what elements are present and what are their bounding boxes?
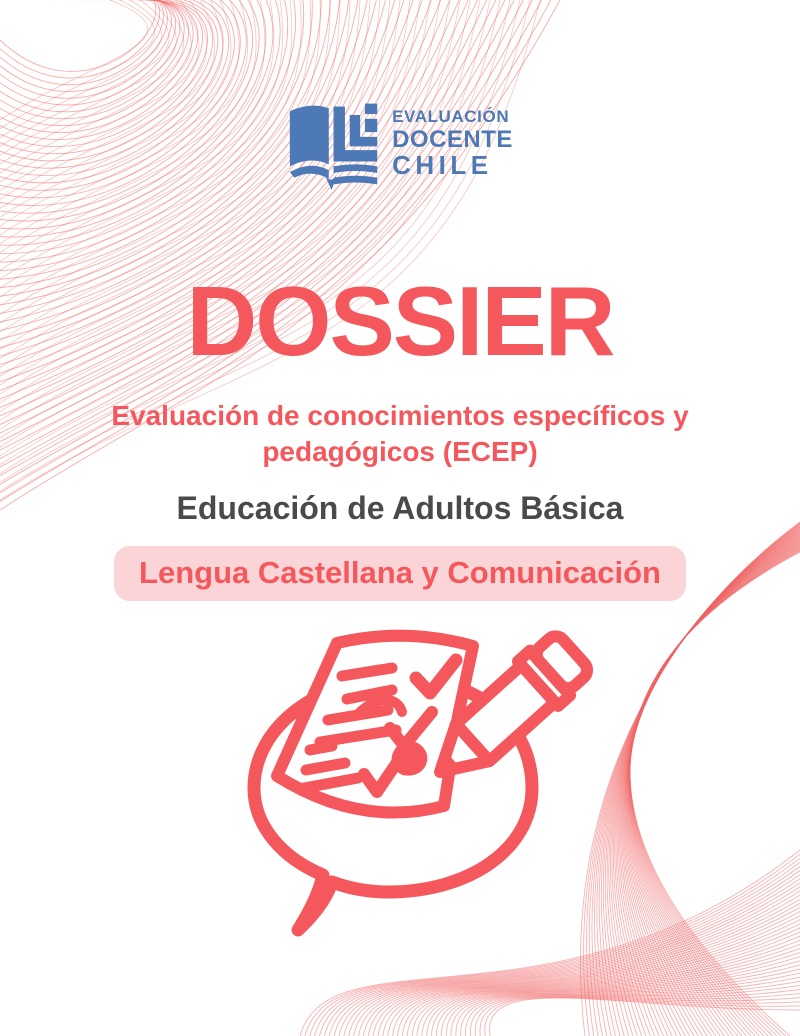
logo-text-evaluacion: EVALUACIÓN [392, 106, 510, 126]
subtitle-ecep [0, 398, 800, 470]
subject-pill-row [0, 546, 800, 601]
education-level-title: Educación de Adultos Básica [176, 490, 624, 526]
logo-text-chile: CHILE [392, 149, 493, 180]
checklist-speech-bubble-illustration [240, 616, 600, 960]
logo-text-docente: DOCENTE [392, 125, 513, 153]
page-title: DOSSIER [186, 266, 614, 376]
subtitle-line-1: Evaluación de conocimientos específicos y [111, 400, 689, 431]
subtitle-line-2: pedagógicos (ECEP) [262, 435, 538, 467]
open-book-icon [287, 96, 382, 191]
subject-badge: Lengua Castellana y Comunicación [114, 546, 686, 601]
evaluacion-docente-chile-logo [0, 96, 800, 191]
